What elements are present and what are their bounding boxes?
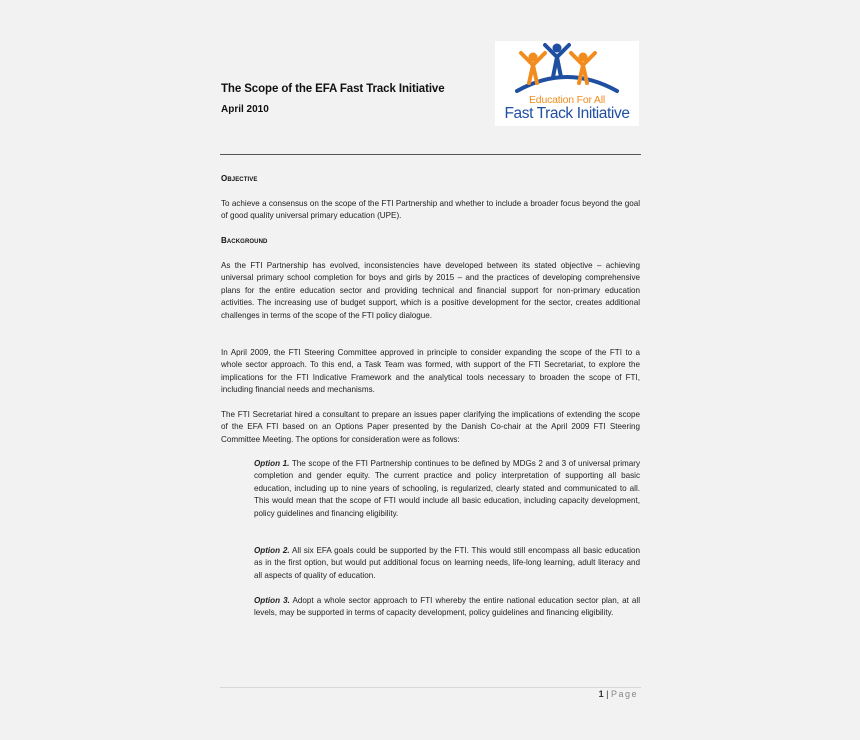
objective-heading: Objective — [221, 174, 258, 183]
background-paragraph-2: In April 2009, the FTI Steering Committee approved in principle to consider expanding the scope of the FTI to a whole sector approach. To this end, a Task Team was formed, with support of the FTI Secretariat, to explore the implications for the FTI Indicative Framework and the analytical tools necessary to broaden the scope of FTI, including financial needs and mechanisms. — [221, 348, 640, 395]
header-divider — [220, 154, 641, 155]
background-paragraph-1: As the FTI Partnership has evolved, inconsistencies have developed between its stated objective – achieving universal primary school completion for boys and girls by 2015 – and the practices of developing comprehensive plans for the entire education sector and providing technical and financial support for non-primary education activities. The increasing use of budget support, which is a positive development for the sector, creates additional challenges in terms of the scope of the FTI policy dialogue. — [221, 261, 640, 320]
option-3-text: Adopt a whole sector approach to FTI whereby the entire national education sector plan, at all levels, may be supported in terms of capacity development, policy guidelines and financing eligibility. — [254, 596, 640, 618]
page-separator: | — [603, 689, 611, 699]
objective-paragraph: To achieve a consensus on the scope of the FTI Partnership and whether to include a broader focus beyond the goal of good quality universal primary education (UPE). — [221, 199, 640, 221]
option-1-text: The scope of the FTI Partnership continues to be defined by MDGs 2 and 3 of universal primary completion and gender equity. The current practice and policy interpretation of supporting all basic education, including up to nine years of schooling, is regularized, clearly stated and communicated to all. This would mean that the scope of FTI would include all basic education, including capacity development, policy guidelines and financing eligibility. — [254, 459, 640, 518]
efa-fti-logo — [495, 41, 639, 126]
logo-figures-graphic — [495, 41, 639, 101]
page-footer — [560, 689, 638, 699]
option-1-label: Option 1. — [254, 459, 290, 468]
page-label: Page — [610, 689, 638, 699]
document-title: The Scope of the EFA Fast Track Initiative — [221, 83, 445, 95]
footer-divider — [220, 687, 641, 688]
logo-text-education-for-all: Education For All — [529, 94, 605, 106]
option-2-label: Option 2. — [254, 546, 290, 555]
page-number: 1 — [598, 689, 604, 699]
background-paragraph-3: The FTI Secretariat hired a consultant to prepare an issues paper clarifying the implications of extending the scope of the EFA FTI based on an Options Paper presented by the Danish Co-chair at the April 2009 FTI Steering Committee Meeting. The options for consideration were as follows: — [221, 410, 640, 444]
option-3-label: Option 3. — [254, 596, 290, 605]
document-date: April 2010 — [221, 104, 269, 115]
logo-text-fast-track-initiative: Fast Track Initiative — [504, 105, 630, 122]
option-2-paragraph — [254, 545, 640, 582]
background-heading: Background — [221, 236, 268, 245]
option-3-paragraph — [254, 595, 640, 620]
option-1-paragraph — [254, 458, 640, 520]
option-2-text: All six EFA goals could be supported by the FTI. This would still encompass all basic education as in the first option, but would put additional focus on learning needs, life-long learning, adult literacy and all aspects of quality of education. — [254, 546, 640, 580]
